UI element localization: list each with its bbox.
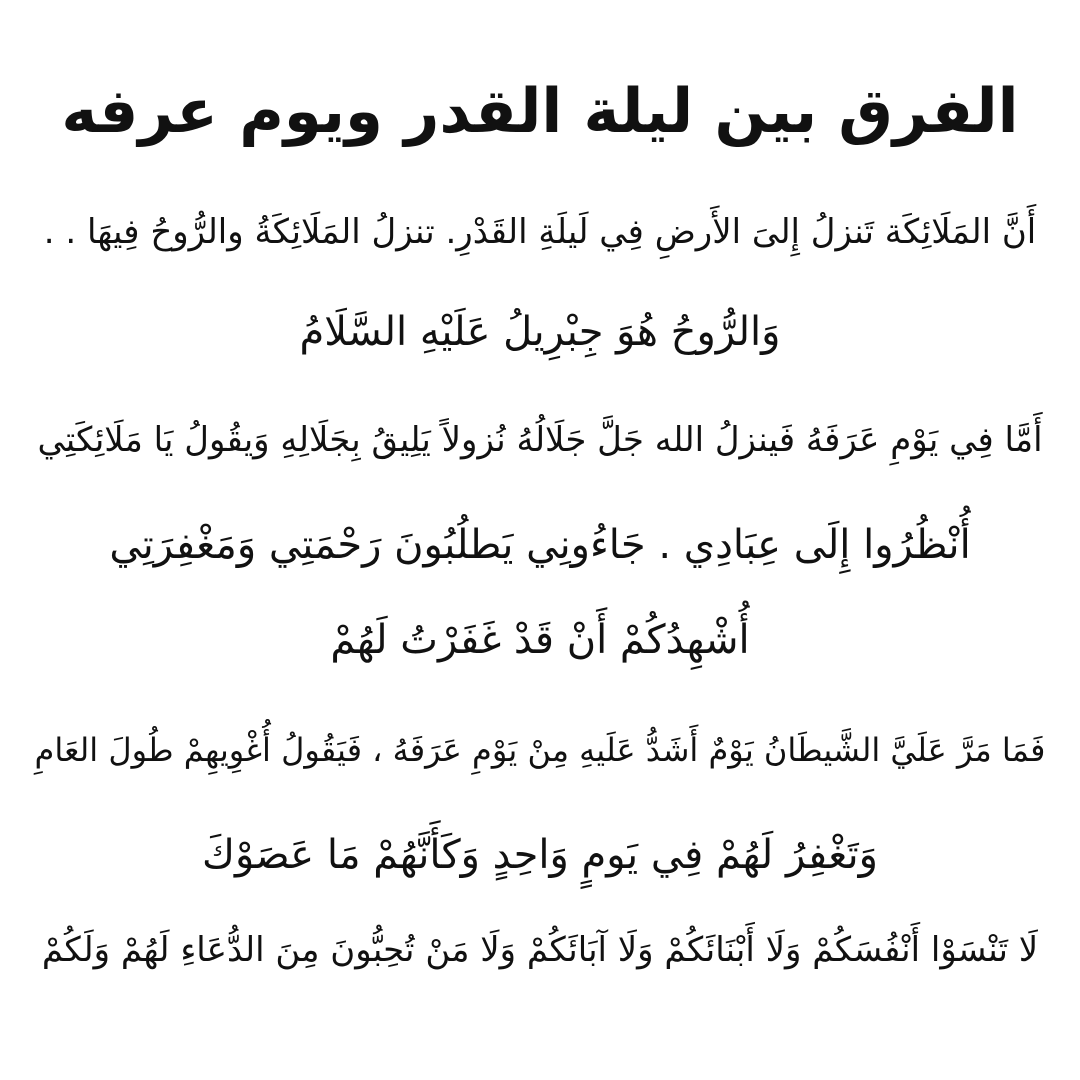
text-line-2: وَالرُّوحُ هُوَ جِبْرِيلُ عَلَيْهِ السَّلَامُ xyxy=(299,309,781,355)
text-line-6: فَمَا مَرَّ عَلَيَّ الشَّيطَانُ يَوْمٌ أَشَدُّ عَلَيهِ مِنْ يَوْمِ عَرَفَهُ ، فَيَقُولُ أُغْوِيهِمْ طُولَ العَامِ xyxy=(34,731,1046,769)
text-line-7: وَتَغْفِرُ لَهُمْ فِي يَومٍ وَاحِدٍ وَكَأَنَّهُمْ مَا عَصَوْكَ xyxy=(201,832,878,878)
text-line-5: أُشْهِدُكُمْ أَنْ قَدْ غَفَرْتُ لَهُمْ xyxy=(330,617,750,663)
text-line-4: أُنْظُرُوا إِلَى عِبَادِي . جَاءُونِي يَطلُبُونَ رَحْمَتِي وَمَغْفِرَتِي xyxy=(109,522,971,568)
text-line-3: أَمَّا فِي يَوْمِ عَرَفَهُ فَينزلُ الله جَلَّ جَلَالُهُ نُزولاً يَلِيقُ بِجَلَالِهِ وَيقُولُ يَا مَلَائِكَتِي xyxy=(37,420,1043,460)
page-title: الفرق بين ليلة القدر ويوم عرفه xyxy=(61,76,1019,147)
text-line-8: لَا تَنْسَوْا أَنْفُسَكُمْ وَلَا أَبْنَائَكُمْ وَلَا آبَائَكُمْ وَلَا مَنْ تُحِبُّونَ مِنَ الدُّعَاءِ لَهُمْ وَلَكُمْ xyxy=(41,930,1039,970)
text-line-1: أَنَّ المَلَائِكَة تَنزلُ إِلىَ الأَرضِ فِي لَيلَةِ القَدْرِ. تنزلُ المَلَائِكَةُ والرُّوحُ فِيهَا . . xyxy=(43,212,1037,252)
